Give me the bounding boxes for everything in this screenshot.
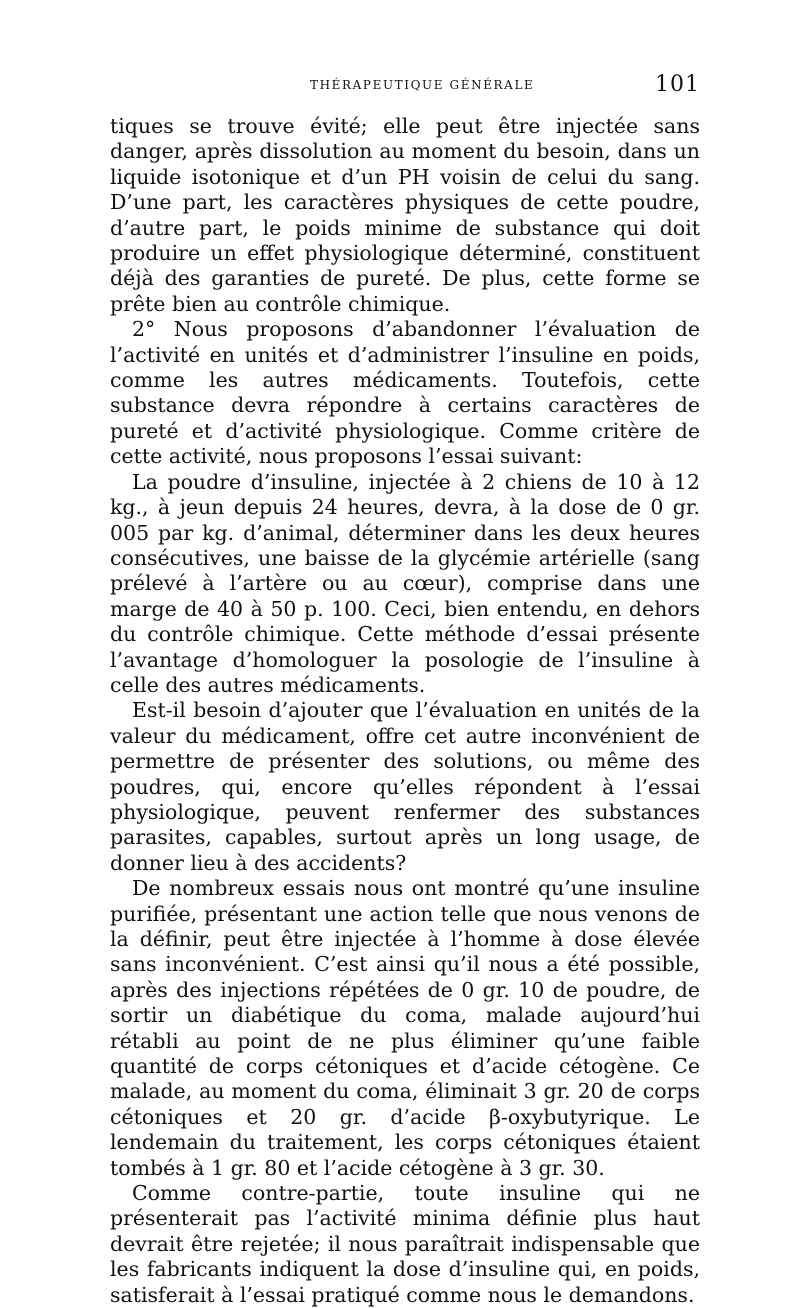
page-number: 101 xyxy=(655,72,700,97)
paragraph: 2° Nous proposons d’abandonner l’évaluation de l’activité en unités et d’administrer l’insuline en poids, comme les autres médicaments. Toutefois, cette substance devra répondre à certains caractères de pureté et d’activité physiologique. Comme critère de cette activité, nous proposons l’essai suivant: xyxy=(110,317,700,469)
paragraph: tiques se trouve évité; elle peut être injectée sans danger, après dissolution au moment du besoin, dans un liquide isotonique et d’un PH voisin de celui du sang. D’une part, les caractères physiques de cette poudre, d’autre part, le poids minime de substance qui doit produire un effet physiologique déterminé, constituent déjà des garanties de pureté. De plus, cette forme se prête bien au contrôle chimique. xyxy=(110,114,700,316)
paragraph: De nombreux essais nous ont montré qu’une insuline purifiée, présentant une action telle que nous venons de la définir, peut être injectée à l’homme à dose élevée sans inconvénient. C’est ainsi qu’il nous a été possible, après des injections répétées de 0 gr. 10 de poudre, de sortir un diabétique du coma, malade aujourd’hui rétabli au point de ne plus éliminer qu’une faible quantité de corps cétoniques et d’acide cétogène. Ce malade, au moment du coma, éliminait 3 gr. 20 de corps cétoniques et 20 gr. d’acide β-oxybutyrique. Le lendemain du traitement, les corps cétoniques étaient tombés à 1 gr. 80 et l’acide cétogène à 3 gr. 30. xyxy=(110,876,700,1180)
running-head xyxy=(110,72,700,104)
book-page xyxy=(110,72,700,1308)
paragraph: La poudre d’insuline, injectée à 2 chiens de 10 à 12 kg., à jeun depuis 24 heures, devra, à la dose de 0 gr. 005 par kg. d’animal, déterminer dans les deux heures consécutives, une baisse de la glycémie artérielle (sang prélevé à l’artère ou au cœur), comprise dans une marge de 40 à 50 p. 100. Ceci, bien entendu, en dehors du contrôle chimique. Cette méthode d’essai présente l’avantage d’homologuer la posologie de l’insuline à celle des autres médicaments. xyxy=(110,469,700,697)
paragraph: Est-il besoin d’ajouter que l’évaluation en unités de la valeur du médicament, offre cet autre inconvénient de permettre de présenter des solutions, ou même des poudres, qui, encore qu’elles répondent à l’essai physiologique, peuvent renfermer des substances parasites, capables, surtout après un long usage, de donner lieu à des accidents? xyxy=(110,698,700,875)
body-text xyxy=(110,114,700,1308)
running-title: THÉRAPEUTIQUE GÉNÉRALE xyxy=(310,78,535,92)
paragraph: Comme contre-partie, toute insuline qui ne présenterait pas l’activité minima définie plus haut devrait être rejetée; il nous paraîtrait indispensable que les fabricants indiquent la dose d’insuline qui, en poids, satisferait à l’essai pratiqué comme nous le demandons. xyxy=(110,1181,700,1307)
